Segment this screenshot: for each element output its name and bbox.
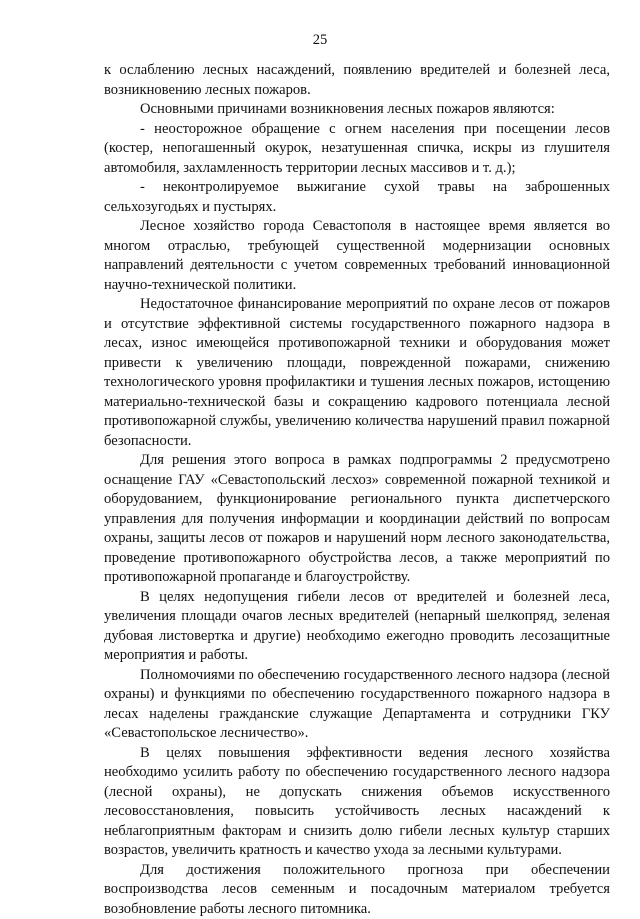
page-number: 25	[0, 31, 640, 51]
paragraph-2: Основными причинами возникновения лесных пожаров являются:	[104, 100, 610, 120]
paragraph-3: - неосторожное обращение с огнем населения при посещении лесов (костер, непогашенный окурок, незатушенная спичка, искры из глушителя автомобиля, захламленность территории лесных массивов и т. д.);	[104, 120, 610, 179]
paragraph-5: Лесное хозяйство города Севастополя в настоящее время является во многом отраслью, требующей существенной модернизации основных направлений деятельности с учетом современных требований инновационной научно-технической политики.	[104, 217, 610, 295]
paragraph-8: В целях недопущения гибели лесов от вредителей и болезней леса, увеличения площади очагов лесных вредителей (непарный шелкопряд, зеленая дубовая листовертка и другие) необходимо ежегодно проводить лесозащитные мероприятия и работы.	[104, 588, 610, 666]
paragraph-9: Полномочиями по обеспечению государственного лесного надзора (лесной охраны) и функциями по обеспечению государственного пожарного надзора в лесах наделены гражданские служащие Департамента и сотрудники ГКУ «Севастопольское лесничество».	[104, 666, 610, 744]
paragraph-11: Для достижения положительного прогноза при обеспечении воспроизводства лесов семенным и посадочным материалом требуется возобновление работы лесного питомника.	[104, 861, 610, 919]
paragraph-1: к ослаблению лесных насаждений, появлению вредителей и болезней леса, возникновению лесных пожаров.	[104, 61, 610, 100]
paragraph-7: Для решения этого вопроса в рамках подпрограммы 2 предусмотрено оснащение ГАУ «Севастопольский лесхоз» современной пожарной техникой и оборудованием, функционирование регионального пункта диспетчерского управления для получения информации и координации действий по вопросам охраны, защиты лесов от пожаров и нарушений норм лесного законодательства, проведение противопожарного обустройства лесов, а также мероприятий по противопожарной пропаганде и благоустройству.	[104, 451, 610, 588]
paragraph-6: Недостаточное финансирование мероприятий по охране лесов от пожаров и отсутствие эффективной системы государственного пожарного надзора в лесах, износ имеющейся противопожарной техники и оборудования может привести к увеличению площади, поврежденной пожарами, снижению технологического уровня профилактики и тушения лесных пожаров, истощению материально-технической базы и сокращению кадрового потенциала лесной противопожарной службы, увеличению количества нарушений правил пожарной безопасности.	[104, 295, 610, 451]
document-body	[104, 61, 610, 919]
paragraph-4: - неконтролируемое выжигание сухой травы на заброшенных сельхозугодьях и пустырях.	[104, 178, 610, 217]
paragraph-10: В целях повышения эффективности ведения лесного хозяйства необходимо усилить работу по обеспечению государственного лесного надзора (лесной охраны), не допускать снижения объемов искусственного лесовосстановления, повысить устойчивость лесных насаждений к неблагоприятным факторам и снизить долю гибели лесных культур старших возрастов, увеличить кратность и качество ухода за лесными культурами.	[104, 744, 610, 861]
